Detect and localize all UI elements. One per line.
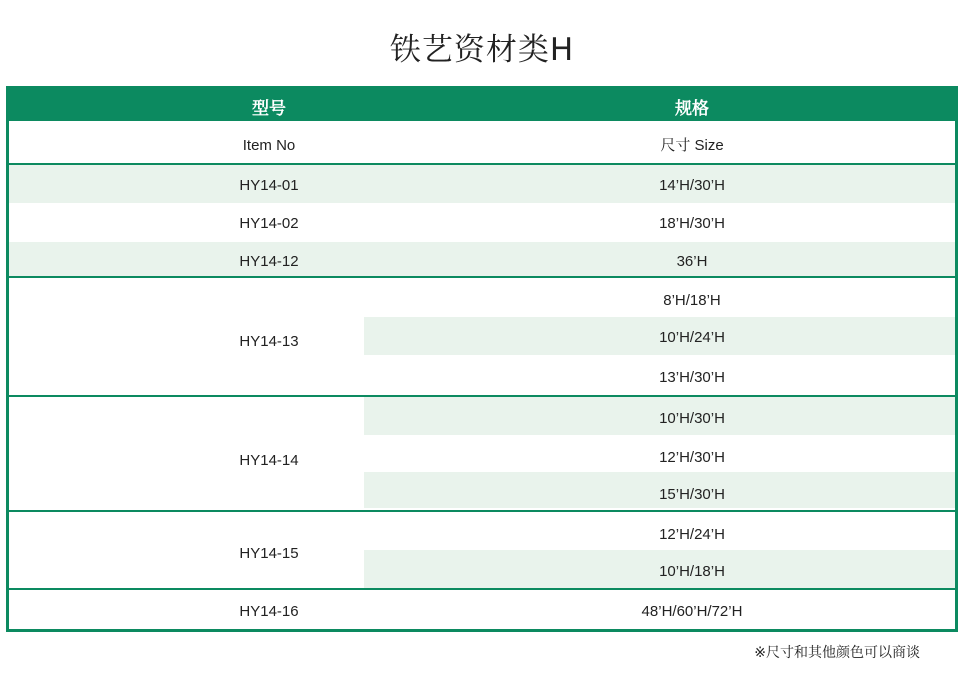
header-spec: 规格 [675,99,709,119]
subheader-spec: 尺寸 Size [660,137,724,154]
table-row-item: HY14-16 [239,603,299,620]
table-row-size: 18’H/30’H [659,215,725,232]
table-header [9,89,955,121]
divider [9,276,955,278]
table-row-item: HY14-14 [239,452,299,469]
table-row-size: 48’H/60’H/72’H [641,603,743,620]
table-row-item: HY14-12 [239,253,299,270]
table-row-item: HY14-02 [239,215,299,232]
header-model: 型号 [252,99,286,119]
page-title: 铁艺资材类H [389,32,575,68]
table-row-size: 10’H/24’H [659,329,725,346]
table-row-item: HY14-01 [239,177,299,194]
table-row-size: 10’H/18’H [659,563,725,580]
subheader-model: Item No [242,137,296,154]
divider [9,395,955,397]
table-row-size: 10’H/30’H [659,410,725,427]
table-row-size: 12’H/24’H [659,526,725,543]
divider [9,588,955,590]
table-row-size: 12’H/30’H [659,449,725,466]
table-row-size: 36’H [676,253,708,270]
table-row-size: 15’H/30’H [659,486,725,503]
table-row-item: HY14-13 [239,333,299,350]
footnote: ※尺寸和其他颜色可以商谈 [754,645,920,661]
table-row-item: HY14-15 [239,545,299,562]
divider [9,510,955,512]
table-row-size: 13’H/30’H [659,369,725,386]
spec-table [6,86,958,632]
table-row-size: 8’H/18’H [663,292,721,309]
table-row-size: 14’H/30’H [659,177,725,194]
